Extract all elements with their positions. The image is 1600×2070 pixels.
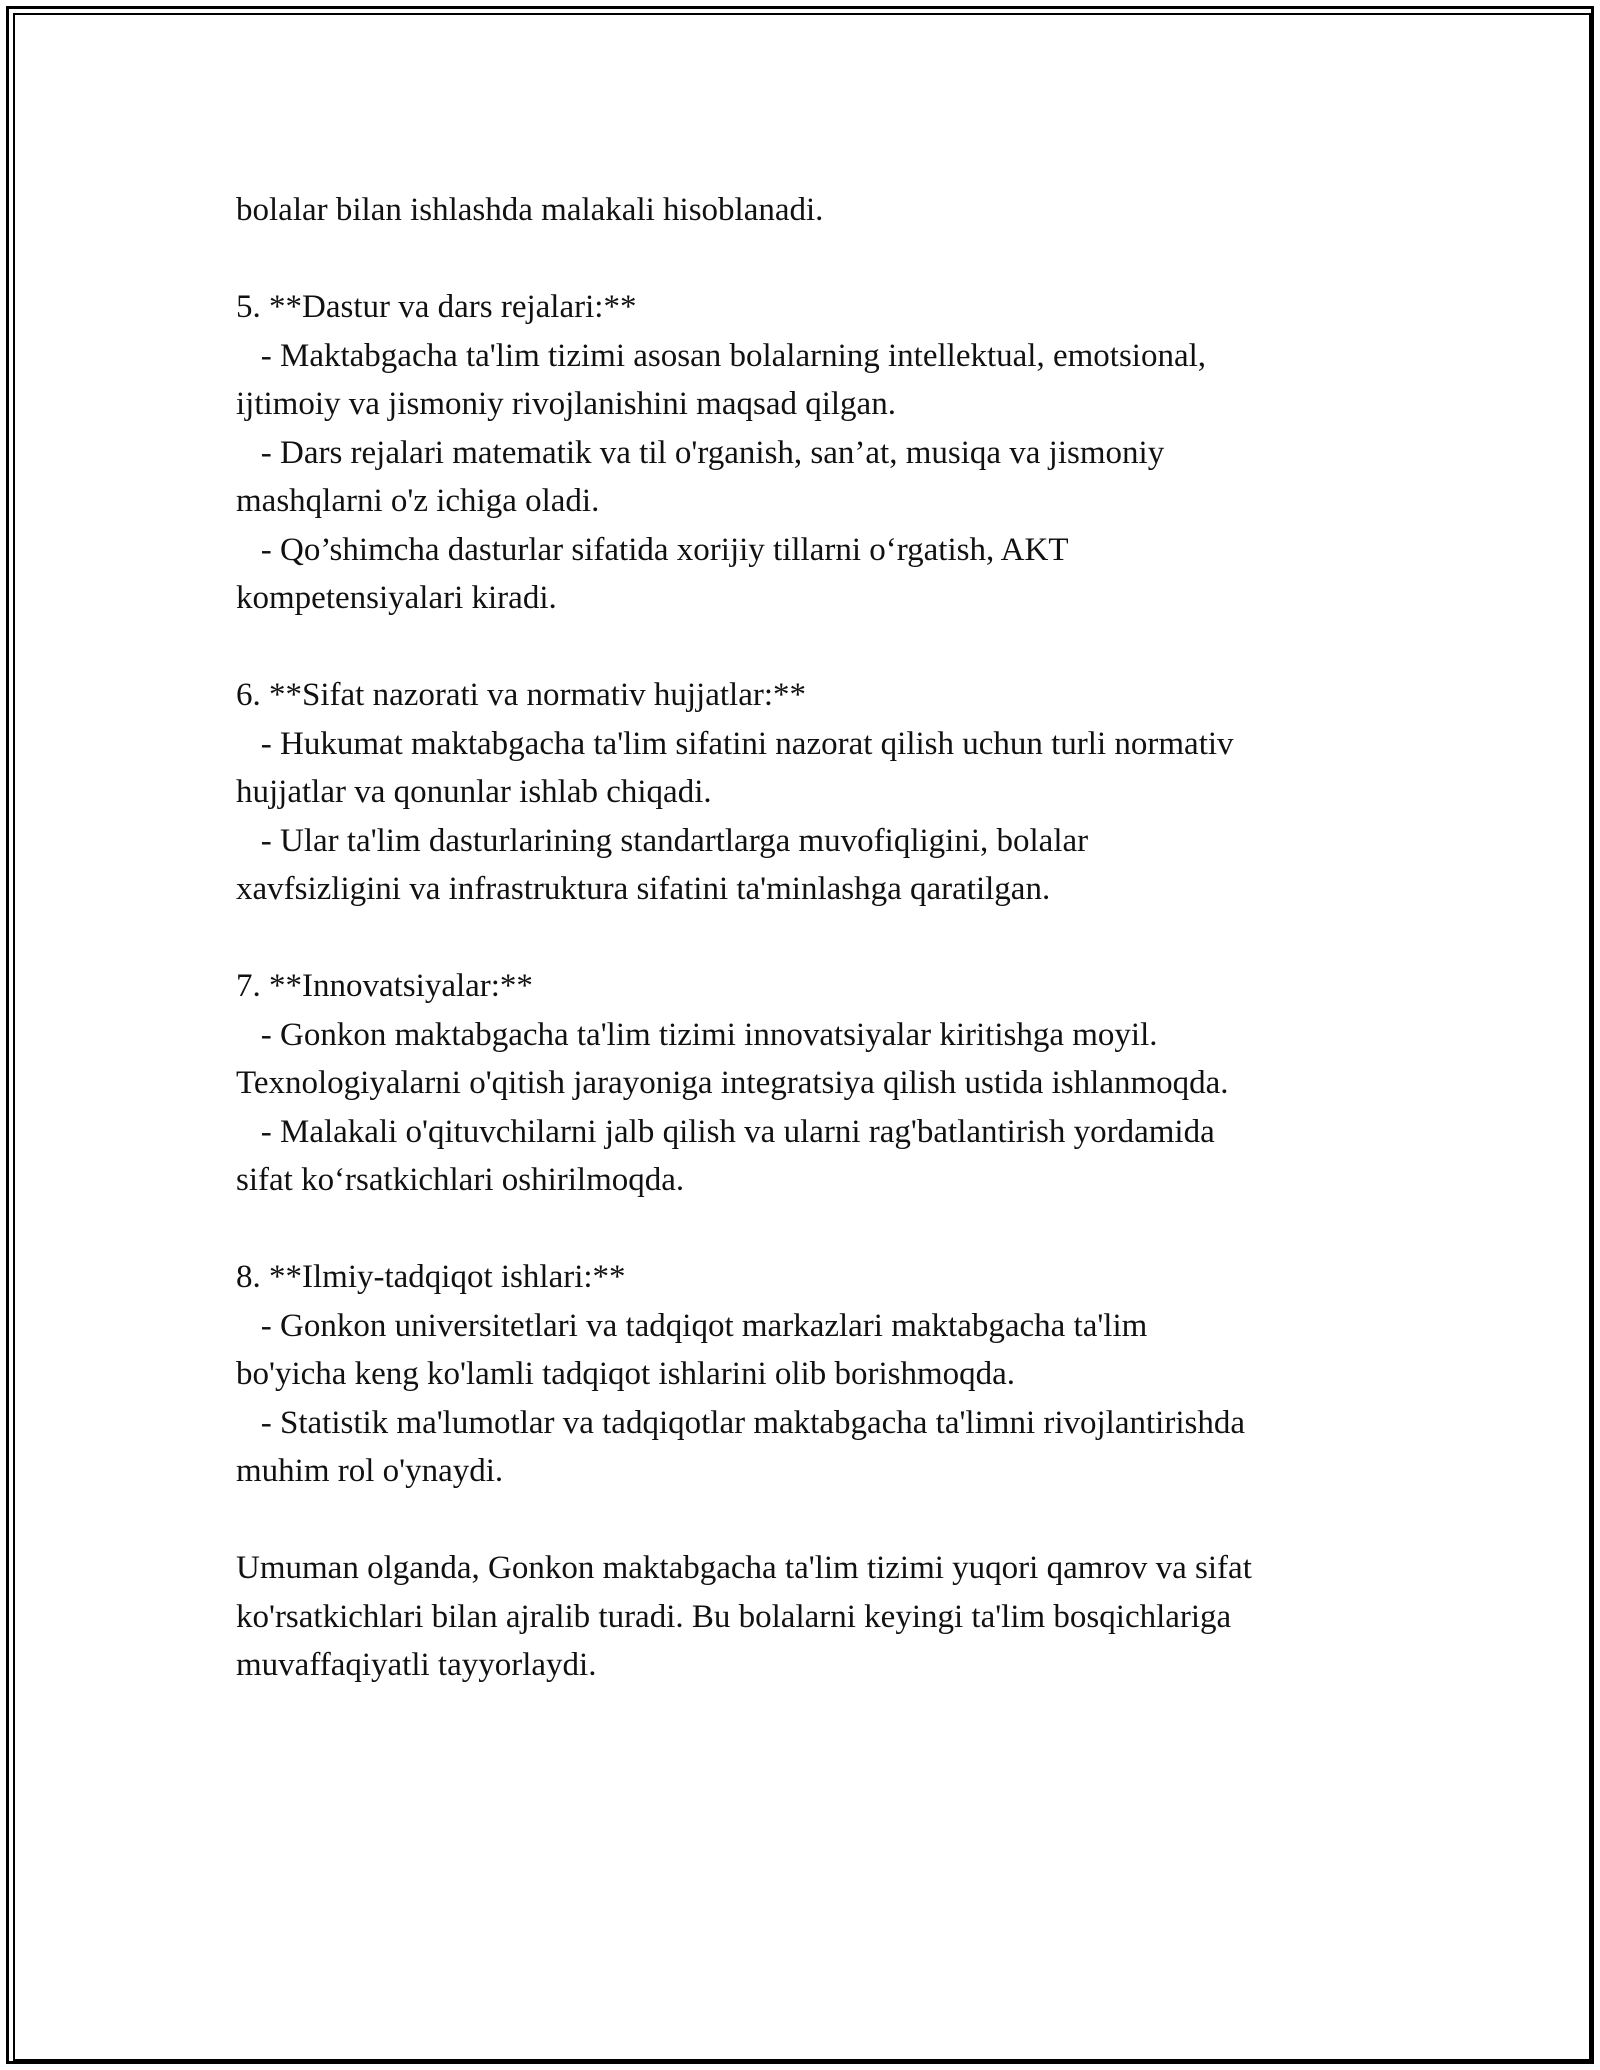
- text-line: sifat ko‘rsatkichlari oshirilmoqda.: [236, 1162, 685, 1198]
- paragraph-gap: [236, 1205, 1376, 1254]
- paragraph-gap: [236, 914, 1376, 963]
- text-line: mashqlarni o'z ichiga oladi.: [236, 483, 600, 519]
- text-line: - Ular ta'lim dasturlarining standartlarga muvofiqligini, bolalar: [236, 822, 1089, 859]
- conclusion-line: Umuman olganda, Gonkon maktabgacha ta'lim tizimi yuqori qamrov va sifat: [236, 1550, 1252, 1586]
- text-line: - Gonkon universitetlari va tadqiqot markazlari maktabgacha ta'lim: [236, 1307, 1148, 1344]
- section-heading: 6. **Sifat nazorati va normativ hujjatlar:**: [236, 677, 807, 713]
- text-line: kompetensiyalari kiradi.: [236, 580, 557, 616]
- text-line: - Qo’shimcha dasturlar sifatida xorijiy tillarni o‘rgatish, AKT: [236, 531, 1069, 568]
- text-line: Texnologiyalarni o'qitish jarayoniga integratsiya qilish ustida ishlanmoqda.: [236, 1065, 1229, 1101]
- text-line: - Hukumat maktabgacha ta'lim sifatini nazorat qilish uchun turli normativ: [236, 725, 1234, 762]
- text-line: - Statistik ma'lumotlar va tadqiqotlar maktabgacha ta'limni rivojlantirishda: [236, 1404, 1245, 1441]
- text-line: ijtimoiy va jismoniy rivojlanishini maqsad qilgan.: [236, 386, 896, 422]
- document-body: [236, 186, 1376, 1690]
- paragraph-gap: [236, 623, 1376, 672]
- text-line: - Malakali o'qituvchilarni jalb qilish va ularni rag'batlantirish yordamida: [236, 1113, 1215, 1150]
- text-line: - Maktabgacha ta'lim tizimi asosan bolalarning intellektual, emotsional,: [236, 337, 1207, 374]
- conclusion-line: ko'rsatkichlari bilan ajralib turadi. Bu bolalarni keyingi ta'lim bosqichlariga: [236, 1598, 1232, 1635]
- section-heading: 7. **Innovatsiyalar:**: [236, 968, 533, 1004]
- section-heading: 8. **Ilmiy-tadqiqot ishlari:**: [236, 1259, 626, 1295]
- text-line: hujjatlar va qonunlar ishlab chiqadi.: [236, 774, 712, 810]
- text-line: bolalar bilan ishlashda malakali hisoblanadi.: [236, 192, 824, 228]
- text-line: xavfsizligini va infrastruktura sifatini ta'minlashga qaratilgan.: [236, 871, 1051, 907]
- text-line: bo'yicha keng ko'lamli tadqiqot ishlarini olib borishmoqda.: [236, 1356, 1016, 1392]
- text-line: - Dars rejalari matematik va til o'rganish, san’at, musiqa va jismoniy: [236, 434, 1165, 471]
- text-line: - Gonkon maktabgacha ta'lim tizimi innovatsiyalar kiritishga moyil.: [236, 1016, 1158, 1053]
- paragraph-gap: [236, 235, 1376, 284]
- conclusion-line: muvaffaqiyatli tayyorlaydi.: [236, 1647, 597, 1683]
- section-heading: 5. **Dastur va dars rejalari:**: [236, 289, 637, 325]
- text-line: muhim rol o'ynaydi.: [236, 1453, 504, 1489]
- paragraph-gap: [236, 1496, 1376, 1545]
